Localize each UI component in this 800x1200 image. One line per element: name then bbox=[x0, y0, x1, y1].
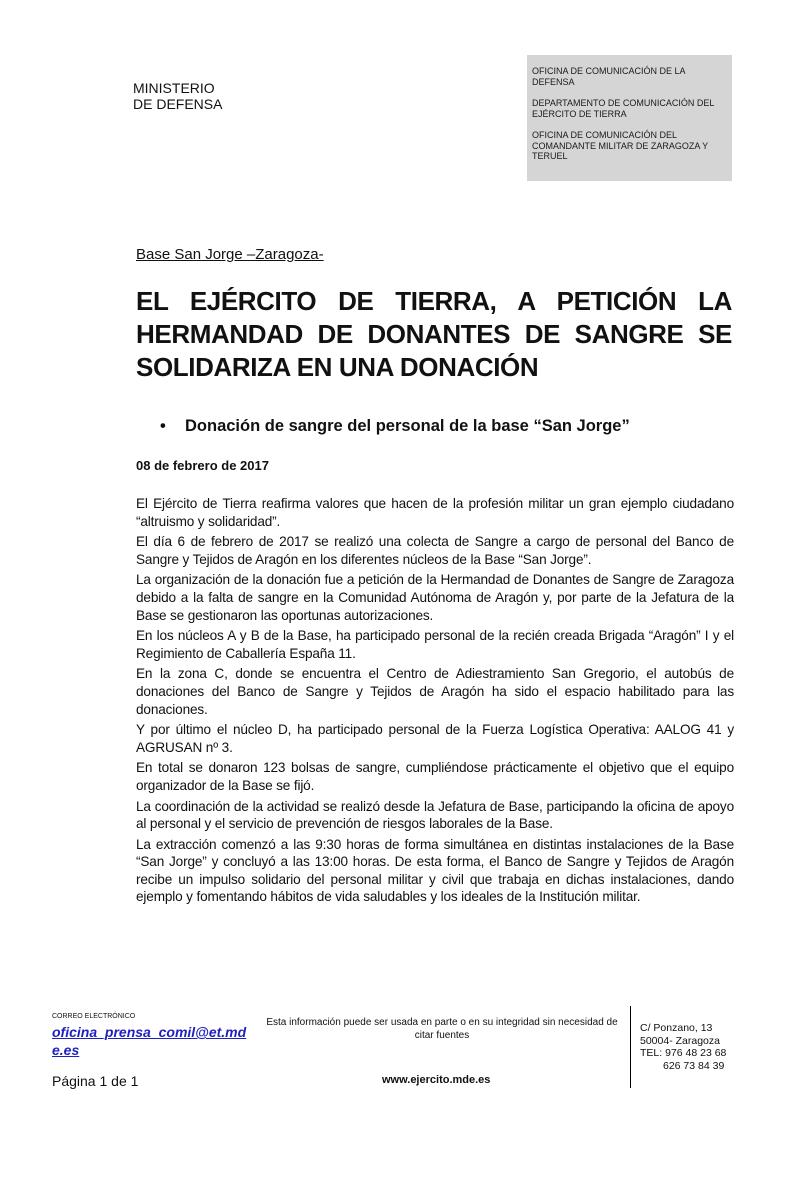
ministry-line-1: MINISTERIO bbox=[133, 80, 215, 96]
office-ejercito-tierra: DEPARTAMENTO DE COMUNICACIÓN DEL EJÉRCITO DE TIERRA bbox=[532, 98, 715, 119]
press-date: 08 de febrero de 2017 bbox=[136, 458, 269, 473]
website-link[interactable]: www.ejercito.mde.es bbox=[382, 1074, 491, 1086]
paragraph: Y por último el núcleo D, ha participado personal de la Fuerza Logística Operativa: AALOG 41 y AGRUSAN nº 3. bbox=[136, 722, 734, 755]
address-city: 50004- Zaragoza bbox=[640, 1034, 720, 1047]
article-body bbox=[136, 495, 734, 909]
page-number: Página 1 de 1 bbox=[52, 1073, 139, 1089]
location-line: Base San Jorge –Zaragoza- bbox=[136, 246, 324, 263]
contact-address bbox=[640, 1022, 726, 1072]
address-street: C/ Ponzano, 13 bbox=[640, 1022, 713, 1034]
footer-divider bbox=[630, 1006, 631, 1088]
paragraph: La coordinación de la actividad se realizó desde la Jefatura de Base, participando la oficina de apoyo al personal y el servicio de prevención de riesgos laborales de la Base. bbox=[136, 798, 734, 832]
paragraph: El día 6 de febrero de 2017 se realizó una colecta de Sangre a cargo de personal del Banco de Sangre y Tejidos de Aragón en los diferentes núcleos de la Base “San Jorge”. bbox=[136, 534, 734, 567]
ministry-line-2: DE DEFENSA bbox=[133, 96, 223, 112]
paragraph: La organización de la donación fue a petición de la Hermandad de Donantes de Sangre de Zaragoza debido a la falta de sangre en la Comunidad Autónoma de Aragón y, por parte de la Jefatura de la Base se gestionaron las oportunas autorizaciones. bbox=[136, 572, 734, 623]
email-link[interactable]: oficina_prensa_comil@et.mde.es bbox=[52, 1024, 247, 1058]
paragraph: En los núcleos A y B de la Base, ha participado personal de la recién creada Brigada “Aragón” I y el Regimiento de Caballería España 11. bbox=[136, 628, 734, 661]
office-defensa: OFICINA DE COMUNICACIÓN DE LA DEFENSA bbox=[532, 66, 686, 87]
email-label: CORREO ELECTRÓNICO bbox=[52, 1013, 136, 1020]
subtitle-bullet bbox=[160, 417, 630, 436]
subtitle-text: Donación de sangre del personal de la base “San Jorge” bbox=[185, 417, 630, 435]
phone-primary: TEL: 976 48 23 68 bbox=[640, 1047, 727, 1059]
ministry-name bbox=[133, 80, 222, 112]
office-comandante-militar: OFICINA DE COMUNICACIÓN DEL COMANDANTE MILITAR DE ZARAGOZA Y TERUEL bbox=[532, 130, 709, 161]
paragraph: En total se donaron 123 bolsas de sangre, cumpliéndose prácticamente el objetivo que el equipo organizador de la Base se fijó. bbox=[136, 760, 734, 793]
paragraph: En la zona C, donde se encuentra el Centro de Adiestramiento San Gregorio, el autobús de donaciones del Banco de Sangre y Tejidos de Aragón ha sido el espacio habilitado para las donaciones. bbox=[136, 666, 734, 717]
phone-secondary: 626 73 84 39 bbox=[663, 1059, 725, 1072]
offices-box bbox=[527, 55, 732, 181]
usage-note: Esta información puede ser usada en parte o en su integridad sin necesidad de citar fuentes bbox=[266, 1017, 618, 1041]
page-title: EL EJÉRCITO DE TIERRA, A PETICIÓN LA HERMANDAD DE DONANTES DE SANGRE SE SOLIDARIZA EN UNA DONACIÓN bbox=[136, 286, 732, 382]
bullet-dot-icon: • bbox=[160, 417, 166, 435]
paragraph: El Ejército de Tierra reafirma valores que hacen de la profesión militar un gran ejemplo ciudadano “altruismo y solidaridad”. bbox=[136, 496, 734, 529]
paragraph: La extracción comenzó a las 9:30 horas de forma simultánea en distintas instalaciones de la Base “San Jorge” y concluyó a las 13:00 horas. De esta forma, el Banco de Sangre y Tejidos de Aragón recibe un impulso solidario del personal militar y civil que trabaja en dichas instalaciones, dando ejemplo y fomentando hábitos de vida saludables y los ideales de la Institución militar. bbox=[136, 836, 734, 905]
